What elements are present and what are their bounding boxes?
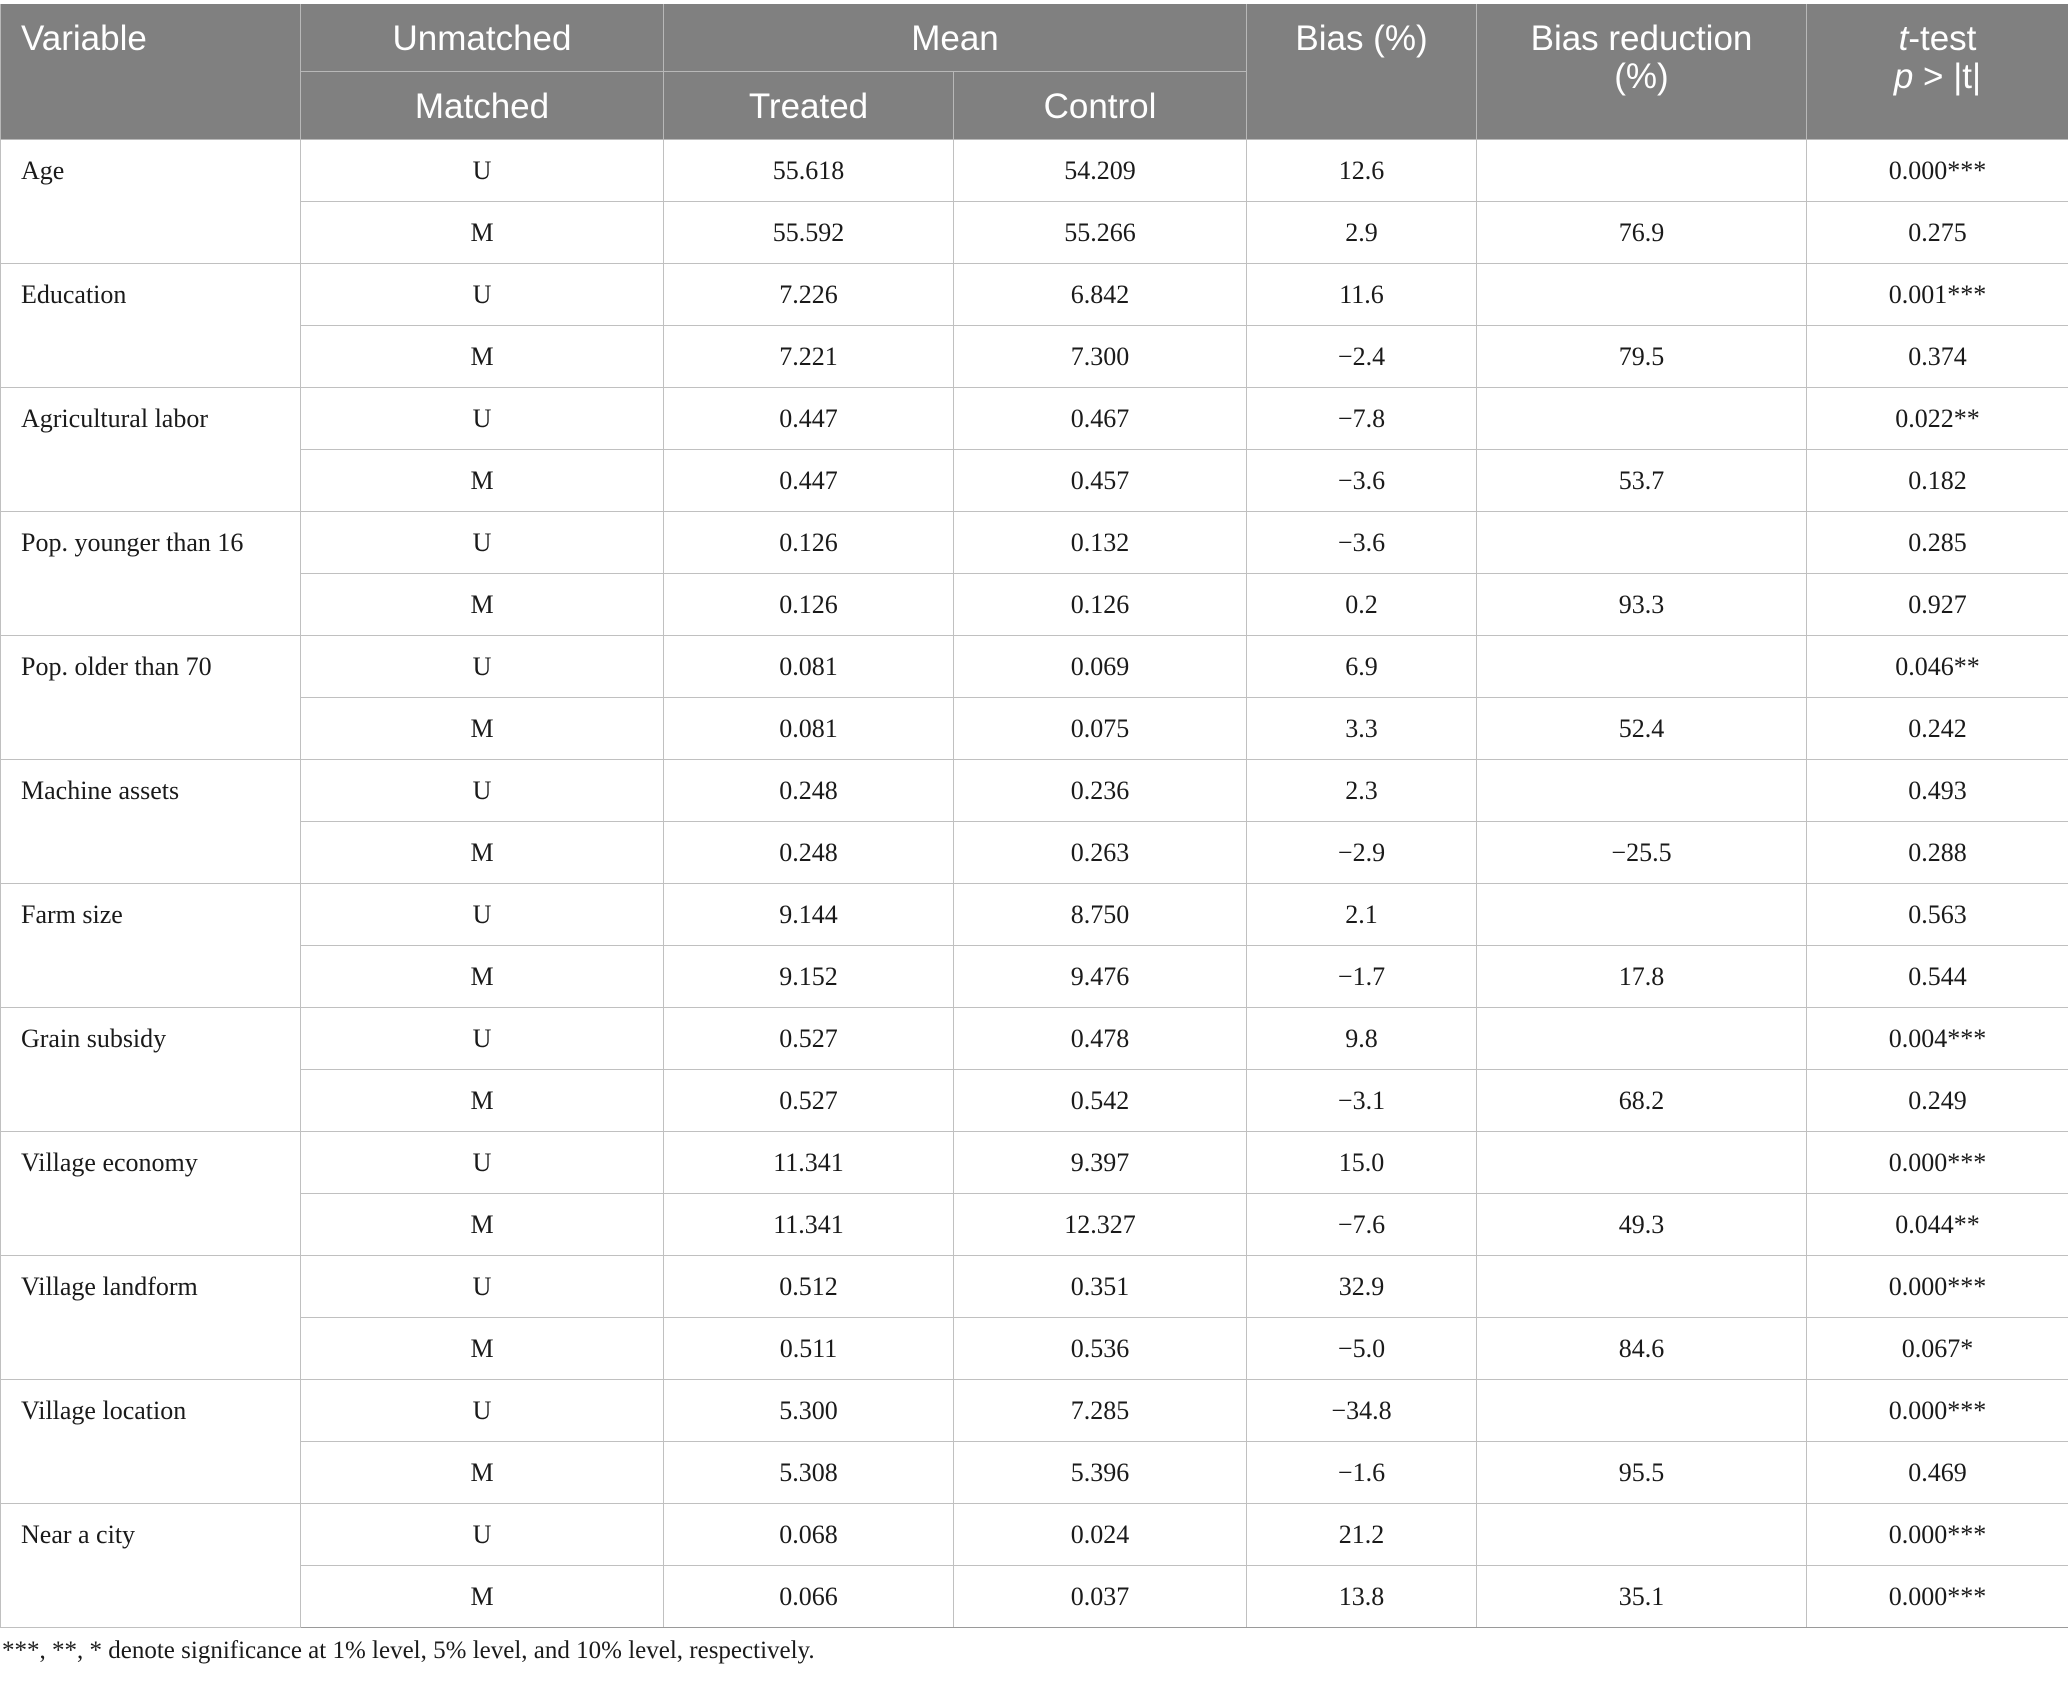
table-header	[1, 4, 2068, 140]
table-row	[1, 1132, 2068, 1194]
p-value-cell: 0.044**	[1807, 1194, 2068, 1256]
treated-mean-cell: 0.447	[664, 450, 954, 512]
bias-cell: −1.7	[1247, 946, 1477, 1008]
table-row	[1, 1442, 2068, 1504]
treated-mean-cell: 0.527	[664, 1008, 954, 1070]
table-row	[1, 1504, 2068, 1566]
treated-mean-cell: 11.341	[664, 1194, 954, 1256]
sample-cell: U	[301, 884, 664, 946]
table-row	[1, 1256, 2068, 1318]
bias-cell: 2.3	[1247, 760, 1477, 822]
treated-mean-cell: 0.248	[664, 760, 954, 822]
bias-reduction-cell	[1477, 512, 1807, 574]
sample-cell: U	[301, 1380, 664, 1442]
p-value-cell: 0.000***	[1807, 1380, 2068, 1442]
table-row	[1, 264, 2068, 326]
table-body	[1, 140, 2068, 1628]
bias-reduction-cell: 52.4	[1477, 698, 1807, 760]
header-bias-reduction-line2: (%)	[1614, 57, 1669, 96]
table-row	[1, 1008, 2068, 1070]
bias-cell: −5.0	[1247, 1318, 1477, 1380]
control-mean-cell: 8.750	[954, 884, 1247, 946]
bias-reduction-cell	[1477, 264, 1807, 326]
header-control: Control	[954, 72, 1247, 140]
bias-cell: −2.4	[1247, 326, 1477, 388]
header-ttest-t: t	[1898, 19, 1909, 58]
header-matched: Matched	[301, 72, 664, 140]
treated-mean-cell: 0.512	[664, 1256, 954, 1318]
control-mean-cell: 0.075	[954, 698, 1247, 760]
sample-cell: U	[301, 512, 664, 574]
bias-reduction-cell	[1477, 1504, 1807, 1566]
sample-cell: U	[301, 1504, 664, 1566]
treated-mean-cell: 5.300	[664, 1380, 954, 1442]
sample-cell: U	[301, 636, 664, 698]
p-value-cell: 0.182	[1807, 450, 2068, 512]
header-bias-reduction-line1: Bias reduction	[1530, 19, 1753, 58]
table-row	[1, 574, 2068, 636]
p-value-cell: 0.927	[1807, 574, 2068, 636]
header-variable: Variable	[1, 4, 301, 140]
variable-cell: Agricultural labor	[1, 388, 301, 512]
control-mean-cell: 0.236	[954, 760, 1247, 822]
bias-reduction-cell	[1477, 884, 1807, 946]
variable-cell: Village landform	[1, 1256, 301, 1380]
variable-cell: Pop. older than 70	[1, 636, 301, 760]
table-row	[1, 822, 2068, 884]
table-row	[1, 202, 2068, 264]
p-value-cell: 0.288	[1807, 822, 2068, 884]
bias-cell: −2.9	[1247, 822, 1477, 884]
variable-cell: Near a city	[1, 1504, 301, 1628]
sample-cell: M	[301, 1070, 664, 1132]
control-mean-cell: 55.266	[954, 202, 1247, 264]
variable-cell: Village economy	[1, 1132, 301, 1256]
control-mean-cell: 54.209	[954, 140, 1247, 202]
bias-reduction-cell: 95.5	[1477, 1442, 1807, 1504]
header-ttest-rest: -test	[1908, 19, 1977, 58]
table-row	[1, 946, 2068, 1008]
header-ttest-p-rest: > |t|	[1913, 57, 1982, 96]
bias-cell: 9.8	[1247, 1008, 1477, 1070]
treated-mean-cell: 0.527	[664, 1070, 954, 1132]
header-ttest-line2	[1817, 58, 2058, 96]
p-value-cell: 0.000***	[1807, 1132, 2068, 1194]
table-row	[1, 760, 2068, 822]
bias-cell: −34.8	[1247, 1380, 1477, 1442]
bias-cell: −1.6	[1247, 1442, 1477, 1504]
treated-mean-cell: 0.081	[664, 698, 954, 760]
control-mean-cell: 0.024	[954, 1504, 1247, 1566]
sample-cell: M	[301, 1318, 664, 1380]
bias-cell: 21.2	[1247, 1504, 1477, 1566]
treated-mean-cell: 9.152	[664, 946, 954, 1008]
control-mean-cell: 0.351	[954, 1256, 1247, 1318]
bias-reduction-cell: 17.8	[1477, 946, 1807, 1008]
bias-cell: 15.0	[1247, 1132, 1477, 1194]
control-mean-cell: 9.397	[954, 1132, 1247, 1194]
control-mean-cell: 6.842	[954, 264, 1247, 326]
p-value-cell: 0.285	[1807, 512, 2068, 574]
bias-cell: 2.1	[1247, 884, 1477, 946]
treated-mean-cell: 0.248	[664, 822, 954, 884]
table-row	[1, 512, 2068, 574]
sample-cell: U	[301, 388, 664, 450]
table-row	[1, 1194, 2068, 1256]
bias-cell: 2.9	[1247, 202, 1477, 264]
bias-reduction-cell	[1477, 388, 1807, 450]
bias-reduction-cell: 53.7	[1477, 450, 1807, 512]
header-bias-reduction	[1477, 4, 1807, 140]
treated-mean-cell: 0.447	[664, 388, 954, 450]
control-mean-cell: 0.069	[954, 636, 1247, 698]
table-row	[1, 884, 2068, 946]
control-mean-cell: 0.132	[954, 512, 1247, 574]
control-mean-cell: 12.327	[954, 1194, 1247, 1256]
control-mean-cell: 0.478	[954, 1008, 1247, 1070]
table-row	[1, 1318, 2068, 1380]
table-row	[1, 698, 2068, 760]
bias-cell: 3.3	[1247, 698, 1477, 760]
table-row	[1, 1566, 2068, 1628]
variable-cell: Grain subsidy	[1, 1008, 301, 1132]
p-value-cell: 0.242	[1807, 698, 2068, 760]
bias-reduction-cell	[1477, 1132, 1807, 1194]
treated-mean-cell: 0.081	[664, 636, 954, 698]
p-value-cell: 0.249	[1807, 1070, 2068, 1132]
sample-cell: M	[301, 1194, 664, 1256]
bias-cell: −7.8	[1247, 388, 1477, 450]
treated-mean-cell: 9.144	[664, 884, 954, 946]
treated-mean-cell: 0.066	[664, 1566, 954, 1628]
control-mean-cell: 0.457	[954, 450, 1247, 512]
header-unmatched: Unmatched	[301, 4, 664, 72]
p-value-cell: 0.022**	[1807, 388, 2068, 450]
sample-cell: M	[301, 1442, 664, 1504]
bias-reduction-cell: 76.9	[1477, 202, 1807, 264]
table-row	[1, 140, 2068, 202]
table-row	[1, 1070, 2068, 1132]
bias-cell: −3.1	[1247, 1070, 1477, 1132]
bias-cell: 13.8	[1247, 1566, 1477, 1628]
table-row	[1, 388, 2068, 450]
p-value-cell: 0.000***	[1807, 140, 2068, 202]
control-mean-cell: 0.037	[954, 1566, 1247, 1628]
header-treated: Treated	[664, 72, 954, 140]
p-value-cell: 0.000***	[1807, 1256, 2068, 1318]
bias-cell: 11.6	[1247, 264, 1477, 326]
sample-cell: U	[301, 264, 664, 326]
treated-mean-cell: 0.126	[664, 574, 954, 636]
control-mean-cell: 9.476	[954, 946, 1247, 1008]
control-mean-cell: 5.396	[954, 1442, 1247, 1504]
p-value-cell: 0.067*	[1807, 1318, 2068, 1380]
control-mean-cell: 0.467	[954, 388, 1247, 450]
header-ttest-p: p	[1893, 57, 1914, 96]
table-row	[1, 450, 2068, 512]
variable-cell: Village location	[1, 1380, 301, 1504]
bias-cell: 12.6	[1247, 140, 1477, 202]
sample-cell: U	[301, 1132, 664, 1194]
control-mean-cell: 7.285	[954, 1380, 1247, 1442]
bias-reduction-cell	[1477, 760, 1807, 822]
control-mean-cell: 7.300	[954, 326, 1247, 388]
table-footnote: ***, **, * denote significance at 1% level, 5% level, and 10% level, respectively.	[2, 1637, 815, 1664]
control-mean-cell: 0.542	[954, 1070, 1247, 1132]
bias-reduction-cell: 79.5	[1477, 326, 1807, 388]
p-value-cell: 0.000***	[1807, 1504, 2068, 1566]
treated-mean-cell: 55.618	[664, 140, 954, 202]
control-mean-cell: 0.536	[954, 1318, 1247, 1380]
p-value-cell: 0.374	[1807, 326, 2068, 388]
bias-reduction-cell: 93.3	[1477, 574, 1807, 636]
sample-cell: U	[301, 140, 664, 202]
bias-cell: 6.9	[1247, 636, 1477, 698]
header-ttest	[1807, 4, 2068, 140]
header-bias: Bias (%)	[1247, 4, 1477, 140]
table-row	[1, 636, 2068, 698]
table-row	[1, 326, 2068, 388]
sample-cell: M	[301, 574, 664, 636]
table-row	[1, 1380, 2068, 1442]
sample-cell: M	[301, 698, 664, 760]
bias-cell: −3.6	[1247, 450, 1477, 512]
variable-cell: Education	[1, 264, 301, 388]
bias-cell: −3.6	[1247, 512, 1477, 574]
treated-mean-cell: 0.511	[664, 1318, 954, 1380]
variable-cell: Pop. younger than 16	[1, 512, 301, 636]
header-ttest-line1	[1817, 20, 2058, 58]
treated-mean-cell: 5.308	[664, 1442, 954, 1504]
bias-reduction-cell: 68.2	[1477, 1070, 1807, 1132]
bias-reduction-cell: 35.1	[1477, 1566, 1807, 1628]
balance-table	[0, 4, 2068, 1628]
bias-reduction-cell	[1477, 1008, 1807, 1070]
bias-reduction-cell	[1477, 1380, 1807, 1442]
bias-cell: 0.2	[1247, 574, 1477, 636]
bias-cell: −7.6	[1247, 1194, 1477, 1256]
treated-mean-cell: 0.068	[664, 1504, 954, 1566]
p-value-cell: 0.046**	[1807, 636, 2068, 698]
sample-cell: M	[301, 326, 664, 388]
sample-cell: U	[301, 1008, 664, 1070]
p-value-cell: 0.001***	[1807, 264, 2068, 326]
bias-reduction-cell	[1477, 636, 1807, 698]
sample-cell: M	[301, 822, 664, 884]
bias-reduction-cell	[1477, 140, 1807, 202]
treated-mean-cell: 0.126	[664, 512, 954, 574]
p-value-cell: 0.544	[1807, 946, 2068, 1008]
p-value-cell: 0.563	[1807, 884, 2068, 946]
bias-reduction-cell: 49.3	[1477, 1194, 1807, 1256]
bias-reduction-cell: −25.5	[1477, 822, 1807, 884]
sample-cell: M	[301, 450, 664, 512]
control-mean-cell: 0.126	[954, 574, 1247, 636]
p-value-cell: 0.000***	[1807, 1566, 2068, 1628]
sample-cell: M	[301, 1566, 664, 1628]
header-mean: Mean	[664, 4, 1247, 72]
control-mean-cell: 0.263	[954, 822, 1247, 884]
treated-mean-cell: 7.221	[664, 326, 954, 388]
sample-cell: U	[301, 1256, 664, 1318]
sample-cell: U	[301, 760, 664, 822]
treated-mean-cell: 11.341	[664, 1132, 954, 1194]
treated-mean-cell: 55.592	[664, 202, 954, 264]
p-value-cell: 0.493	[1807, 760, 2068, 822]
p-value-cell: 0.469	[1807, 1442, 2068, 1504]
treated-mean-cell: 7.226	[664, 264, 954, 326]
sample-cell: M	[301, 946, 664, 1008]
bias-reduction-cell	[1477, 1256, 1807, 1318]
sample-cell: M	[301, 202, 664, 264]
variable-cell: Farm size	[1, 884, 301, 1008]
p-value-cell: 0.004***	[1807, 1008, 2068, 1070]
variable-cell: Machine assets	[1, 760, 301, 884]
bias-cell: 32.9	[1247, 1256, 1477, 1318]
p-value-cell: 0.275	[1807, 202, 2068, 264]
bias-reduction-cell: 84.6	[1477, 1318, 1807, 1380]
variable-cell: Age	[1, 140, 301, 264]
